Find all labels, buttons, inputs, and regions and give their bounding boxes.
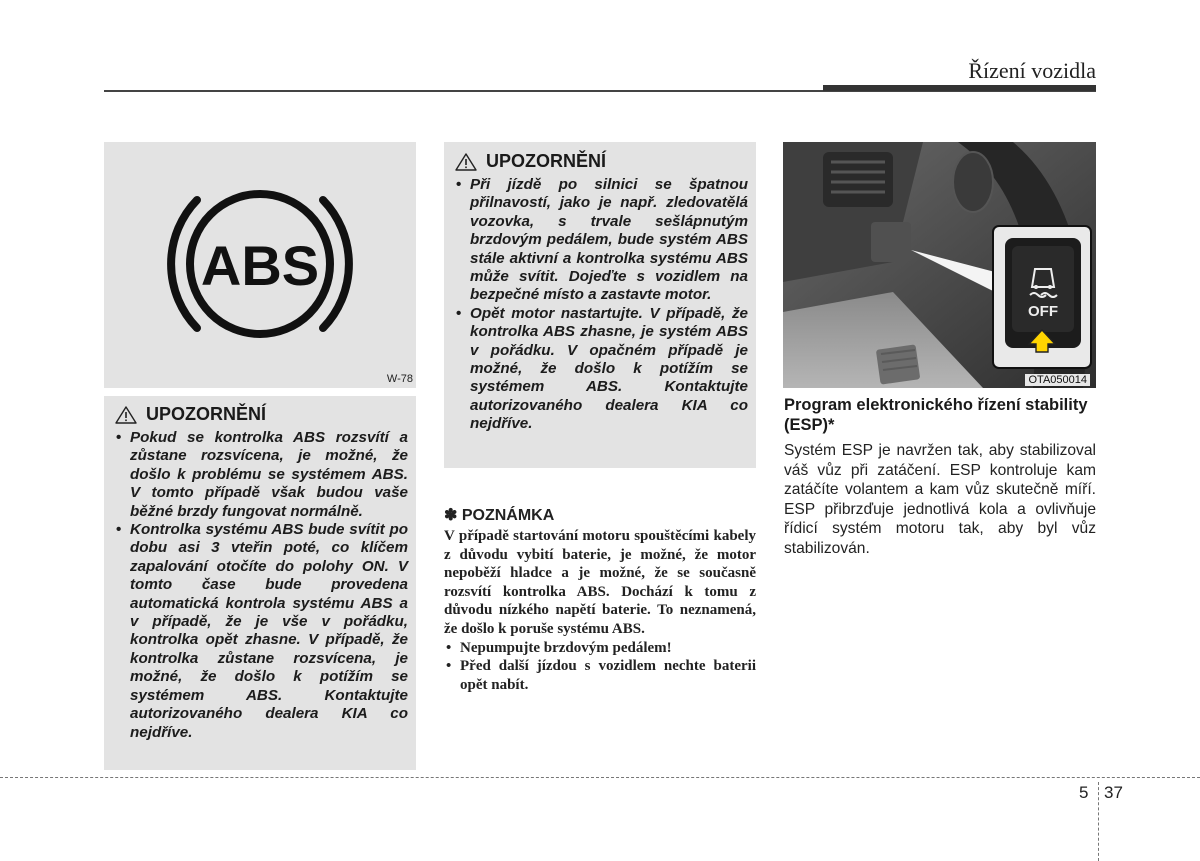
warning-item: • Opět motor nastartujte. V případě, že kontrolka ABS zhasne, je systém ABS v pořádku. V opačném případě je možné, že došlo k potížím se systémem ABS. Kontaktujte autorizovaného dealera KIA co nejdříve. <box>454 305 748 434</box>
warning-list <box>114 429 408 742</box>
note-title: ✽ POZNÁMKA <box>444 507 555 524</box>
warning-list <box>454 176 748 434</box>
note-list <box>444 639 756 695</box>
note-item: • Nepumpujte brzdovým pedálem! <box>444 639 756 658</box>
abs-figure <box>104 142 416 388</box>
warning-triangle-icon <box>114 405 138 425</box>
esp-off-label: OFF <box>1028 303 1058 320</box>
footer-rule <box>0 777 1200 778</box>
warning-item: • Při jízdě po silnici se špatnou přilnavostí, jako je např. zledovatělá vozovka, s trvale sešlápnutým brzdovým pedálem, bude systém ABS stále aktivní a kontrolka systému ABS může svítit. Dojeďte s vozidlem na bezpečné místo a zastavte motor. <box>454 176 748 305</box>
warning-item: • Pokud se kontrolka ABS rozsvítí a zůstane rozsvícena, je možné, že došlo k problému se systémem ABS. V tomto případě však budou vaše běžné brzdy fungovat normálně. <box>114 429 408 521</box>
warning-heading <box>114 404 408 425</box>
note-body: V případě startování motoru spouštěcími kabely z důvodu vybití baterie, je možné, že motor nepoběží hladce a je možné, že se současně rozsvítí kontrolka ABS. Dochází k tomu z důvodu nízkého napětí baterie. To neznamená, že došlo k poruše systému ABS. <box>444 528 756 637</box>
esp-section-body: Systém ESP je navržen tak, aby stabilizoval váš vůz při zatáčení. ESP kontroluje kam zatáčíte volantem a kam vůz skutečně míří. ESP přibrzďuje jednotlivá kola a ovlivňuje řídicí systém motoru tak, aby byl vůz stabilizován. <box>784 442 1096 557</box>
esp-section-heading: Program elektronického řízení stability (ESP)* <box>784 396 1088 434</box>
section-number: 5 <box>1079 783 1089 802</box>
warning-box-slippery-road <box>444 142 756 468</box>
abs-warning-light-icon <box>104 142 416 388</box>
note-section <box>444 505 756 694</box>
warning-box-abs-light <box>104 396 416 770</box>
page-header-title: Řízení vozidla <box>968 58 1096 83</box>
warning-item: • Kontrolka systému ABS bude svítit po dobu asi 3 vteřin poté, co klíčem zapalování otočíte do polohy ON. V tomto čase bude provedena automatická kontrola systému ABS a v případě, že je vše v pořádku, kontrolka opět zhasne. V případě, že kontrolka zůstane rozsvícena, je možné, že došlo k potížím se systémem ABS. Kontaktujte autorizovaného dealera KIA co nejdříve. <box>114 521 408 742</box>
warning-heading <box>454 151 748 172</box>
warning-title: UPOZORNĚNÍ <box>146 404 267 424</box>
note-item: • Před další jízdou s vozidlem nechte baterii opět nabít. <box>444 657 756 694</box>
page-number: 37 <box>1104 783 1123 802</box>
figure-code: OTA050014 <box>1025 374 1090 386</box>
warning-title: UPOZORNĚNÍ <box>486 151 607 171</box>
figure-code: W-78 <box>386 373 413 385</box>
esp-button-photo <box>783 142 1096 388</box>
header-rule-accent <box>823 85 1096 91</box>
footer-divider <box>1098 782 1099 861</box>
warning-triangle-icon <box>454 152 478 172</box>
abs-icon-label: ABS <box>200 234 320 297</box>
dashboard-illustration <box>783 142 1096 388</box>
